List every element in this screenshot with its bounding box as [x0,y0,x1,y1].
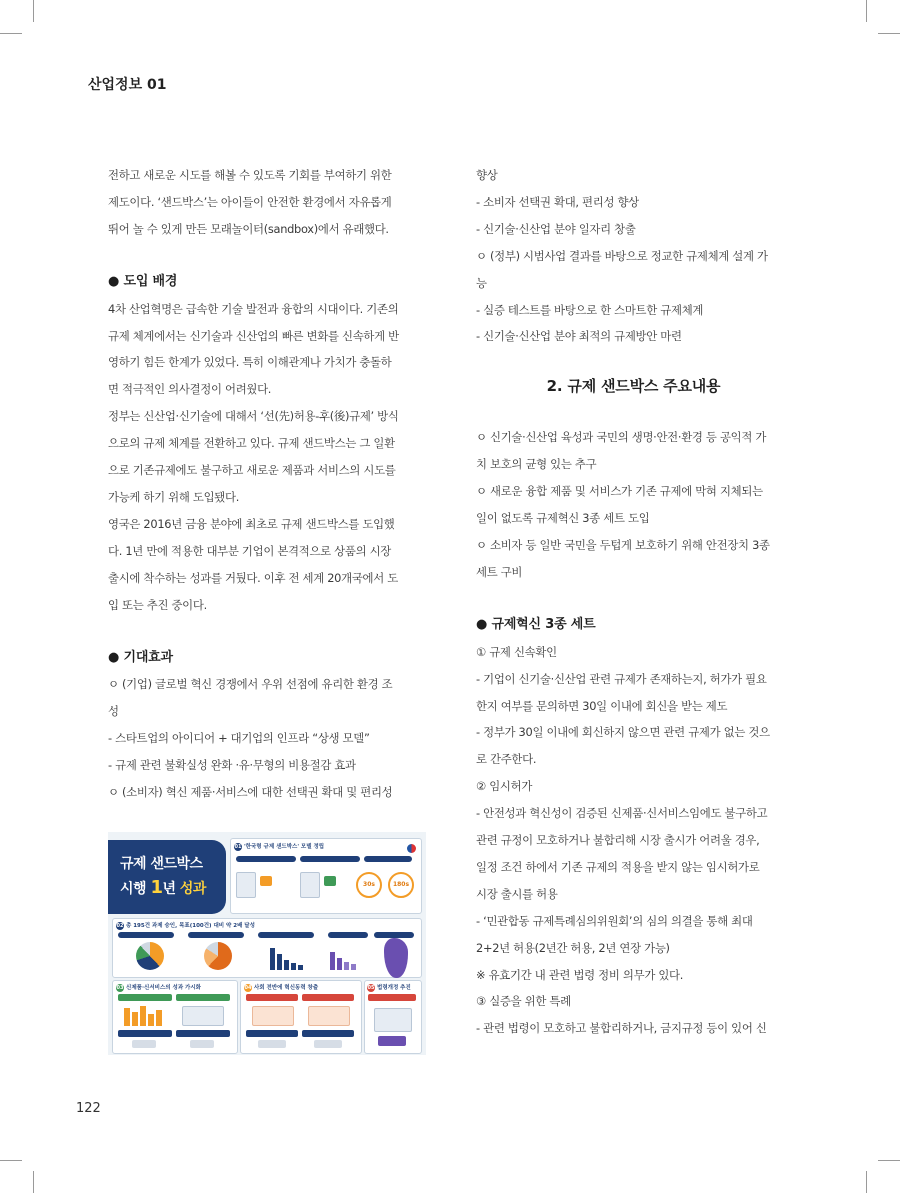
body-line: ① 규제 신속확인 [476,644,557,659]
device-icon [314,1040,342,1048]
body-line: 가능케 하기 위해 도입됐다. [108,489,240,504]
bar-chart-graphic [328,946,368,970]
body-line: - 신기술·신산업 분야 최적의 규제방안 마련 [476,329,682,344]
running-header: 산업정보 01 [88,77,167,93]
body-line: - 정부가 30일 이내에 회신하지 않으면 관련 규제가 없는 것으 [476,725,770,740]
crop-mark [33,0,34,22]
body-line: 로 간주한다. [476,752,537,767]
body-line: ㅇ 소비자 등 일반 국민을 두텁게 보호하기 위해 안전장치 3종 [476,537,770,552]
intro-line: 뛰어 놀 수 있게 만든 모래놀이터(sandbox)에서 유래했다. [108,221,389,236]
crop-mark [878,1160,900,1161]
body-line: - 기업이 신기술·신산업 관련 규제가 존재하는지, 허가가 필요 [476,671,767,686]
panel-header [246,994,298,1001]
vehicle-icon [378,1036,406,1046]
body-line: 능 [476,275,487,290]
body-line: 향상 [476,168,498,182]
info-pill [188,932,244,938]
panel-header [246,1030,298,1037]
info-pill [328,932,368,938]
section3-label: 03 신제품·신서비스의 성과 가시화 [116,984,201,991]
info-pill [364,856,412,862]
body-line: - 스타트업의 아이디어 + 대기업의 인프라 “상생 모델” [108,731,370,746]
body-line: 규제 체계에서는 신기술과 신산업의 빠른 변화를 신속하게 반 [108,328,399,343]
body-line: ② 임시허가 [476,779,533,794]
device-icon [132,1040,156,1048]
arrow-icon [260,876,272,886]
body-line: ※ 유효기간 내 관련 법령 정비 의무가 있다. [476,967,684,982]
infographic-title-banner [108,840,226,914]
stat-circle: 30s [356,872,382,898]
body-line: - 규제 관련 불확실성 완화 ·유·무형의 비용절감 효과 [108,758,356,773]
crop-mark [866,1171,867,1193]
set-heading: ● 규제혁신 3종 세트 [476,616,596,632]
crop-mark [866,0,867,22]
intro-line: 제도이다. ‘샌드박스’는 아이들이 안전한 환경에서 자유롭게 [108,194,392,209]
info-pill [258,932,314,938]
background-heading: ● 도입 배경 [108,273,178,289]
section5-label: 05 법령개정 추진 [367,984,411,991]
body-line: ㅇ 새로운 융합 제품 및 서비스가 기존 규제에 막혀 지체되는 [476,484,763,499]
device-icon [258,1040,286,1048]
infographic-title-line2: 시행 1년 성과 [120,877,206,898]
info-pill [300,856,360,862]
infographic-title-line1: 규제 샌드박스 [120,856,203,872]
crop-mark [0,33,22,34]
intro-line: 전하고 새로운 시도를 해볼 수 있도록 기회를 부여하기 위한 [108,168,392,182]
document-icon [252,1006,294,1026]
body-line: 으로 기존규제에도 불구하고 새로운 제품과 서비스의 시도를 [108,463,396,478]
body-line: 출시에 착수하는 성과를 거뒀다. 이후 전 세계 20개국에서 도 [108,570,398,585]
body-line: 일이 없도록 규제혁신 3종 세트 도입 [476,511,650,526]
sandbox-infographic [108,832,426,1055]
building-icon [374,1008,412,1032]
pie-chart-graphic [136,942,164,970]
body-line: 한지 여부를 문의하면 30일 이내에 회신을 받는 제도 [476,698,728,713]
document-icon [182,1006,224,1026]
body-line: 다. 1년 만에 적용한 대부분 기업이 본격적으로 상품의 시장 [108,543,392,558]
panel-header [118,994,172,1001]
body-line: - 실증 테스트를 바탕으로 한 스마트한 규제체계 [476,302,704,317]
panel-header [368,994,416,1001]
page-number: 122 [76,1101,101,1116]
bar-chart-graphic [268,944,312,970]
effects-heading: ● 기대효과 [108,649,173,665]
info-pill [236,856,296,862]
pie-chart-graphic [204,942,232,970]
body-line: 영국은 2016년 금융 분야에 최초로 규제 샌드박스를 도입했 [108,516,395,531]
body-line: - 신기술·신산업 분야 일자리 창출 [476,221,636,236]
crop-mark [0,1160,22,1161]
body-line: 영하기 힘든 한계가 있었다. 특히 이해관계나 가치가 충돌하 [108,355,392,370]
section4-label: 04 사회 전반에 혁신동력 창출 [244,984,319,991]
document-icon [308,1006,350,1026]
body-line: ㅇ 신기술·신산업 육성과 국민의 생명·안전·환경 등 공익적 가 [476,430,767,445]
body-line: 4차 산업혁명은 급속한 기술 발전과 융합의 시대이다. 기존의 [108,301,399,316]
body-line: ㅇ (소비자) 혁신 제품·서비스에 대한 선택권 확대 및 편리성 [108,785,393,800]
crop-mark [878,33,900,34]
panel-header [118,1030,172,1037]
government-logo-icon [407,844,416,853]
body-line: - 관련 법령이 모호하고 불합리하거나, 금지규정 등이 있어 신 [476,1021,767,1036]
section1-label: 01 '한국형 규제 샌드박스' 모델 정립 [234,843,325,850]
body-line: 정부는 신산업·신기술에 대해서 ‘선(先)허용-후(後)규제’ 방식 [108,409,399,424]
bar-chart-graphic [122,1004,168,1026]
panel-header [176,1030,230,1037]
panel-header [302,1030,354,1037]
document-icon [236,872,256,898]
body-line: 세트 구비 [476,564,523,579]
body-line: 2+2년 허용(2년간 허용, 2년 연장 가능) [476,940,670,955]
device-icon [190,1040,214,1048]
section-title: 2. 규제 샌드박스 주요내용 [546,377,721,396]
panel-header [176,994,230,1001]
body-line: 입 또는 추진 중이다. [108,597,207,612]
body-line: 으로의 규제 체계를 전환하고 있다. 규제 샌드박스는 그 일환 [108,436,395,451]
body-line: - 안전성과 혁신성이 검증된 신제품·신서비스임에도 불구하고 [476,806,768,821]
right-column [476,162,791,1042]
body-line: 면 적극적인 의사결정이 어려웠다. [108,382,272,397]
panel-header [302,994,354,1001]
document-icon [300,872,320,898]
body-line: ㅇ (기업) 글로벌 혁신 경쟁에서 우위 선점에 유리한 환경 조 [108,677,393,692]
body-line: 일정 조건 하에서 기존 규제의 적용을 받지 않는 임시허가로 [476,859,760,874]
body-line: 관련 규정이 모호하거나 불합리해 시장 출시가 어려울 경우, [476,833,760,848]
body-line: ③ 실증을 위한 특례 [476,994,571,1009]
body-line: 시장 출시를 허용 [476,886,558,901]
left-column [108,162,422,806]
check-icon [324,876,336,886]
body-line: 치 보호의 균형 있는 추구 [476,457,597,472]
crop-mark [33,1171,34,1193]
info-pill [118,932,174,938]
body-line: ㅇ (정부) 시범사업 결과를 바탕으로 정교한 규제체계 설계 가 [476,248,768,263]
stat-circle: 180s [388,872,414,898]
body-line: 성 [108,704,119,719]
body-line: - 소비자 선택권 확대, 편리성 향상 [476,194,639,209]
section2-label: 02 총 195건 과제 승인, 목표(100건) 대비 약 2배 달성 [116,922,255,929]
body-line: - ‘민관합동 규제특례심의위원회’의 심의 의결을 통해 최대 [476,913,753,928]
